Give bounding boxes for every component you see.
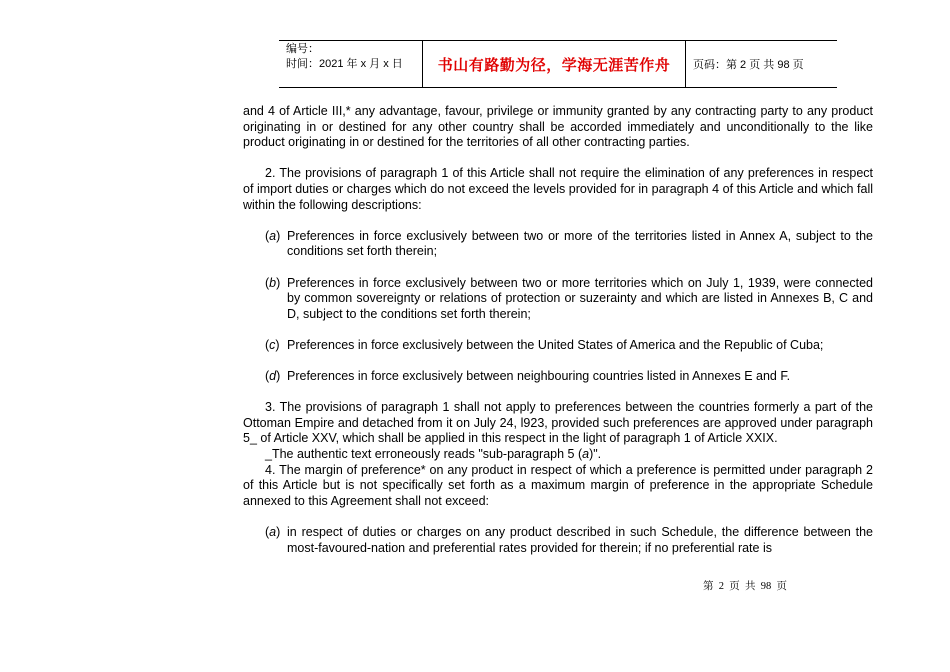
- list-item: [265, 369, 873, 385]
- time-label: 时间：2021 年 x 月 x 日: [286, 58, 403, 70]
- list-item-text: Preferences in force exclusively between neighbouring countries listed in Annexes E and F.: [287, 369, 791, 384]
- list-item-text: Preferences in force exclusively between the United States of America and the Republic of Cuba;: [287, 337, 824, 352]
- paragraph-4: 4. The margin of preference* on any product in respect of which a preference is permitted under paragraph 2 of this Article but is not specifically set forth as a maximum margin of preference in the appropriate Schedule annexed to this Agreement shall not exceed:: [243, 462, 873, 508]
- document-body: [243, 104, 873, 556]
- list-item: [265, 525, 873, 556]
- list-item: [265, 338, 873, 354]
- list-item-text: Preferences in force exclusively between two or more of the territories listed in Annex A, subject to the conditions set forth therein;: [287, 228, 873, 259]
- list-item-label: (b): [265, 275, 281, 290]
- paragraph-3: 3. The provisions of paragraph 1 shall not apply to preferences between the countries formerly a part of the Ottoman Empire and detached from it on July 24, l923, provided such preferences are approved under paragraph 5_ of Article XXV, which shall be applied in this respect in the light of paragraph 1 of Article XXIX.: [243, 400, 873, 446]
- footnote-note: _The authentic text erroneously reads "sub-paragraph 5 (a)".: [265, 447, 602, 462]
- list-item-text: Preferences in force exclusively between two or more territories which on July 1, 1939, were connected by common sovereignty or relations of protection or suzerainty and which are listed in Annexes B, C and D, subject to the conditions set forth therein;: [287, 275, 873, 321]
- list-item-label: (d): [265, 369, 281, 384]
- list-item: [265, 229, 873, 260]
- list-item-label: (c): [265, 337, 280, 352]
- list-item-label: (a): [265, 525, 281, 540]
- header-page-info: 页码：第 2 页 共 98 页: [693, 59, 804, 71]
- list-item: [265, 276, 873, 323]
- header-motto: 书山有路勤为径，学海无涯苦作舟: [422, 41, 686, 87]
- list-item-text: in respect of duties or charges on any product described in such Schedule, the difference between the most-favoured-nation and preferential rates provided for therein; if no preferential rate is: [287, 525, 873, 555]
- number-label: 编号：: [286, 43, 319, 55]
- list-item-label: (a): [265, 228, 281, 243]
- page-header: [279, 40, 837, 88]
- paragraph-2: 2. The provisions of paragraph 1 of this Article shall not require the elimination of any preferences in respect of import duties or charges which do not exceed the levels provided for in paragraph 4 of this Article and which fall within the following descriptions:: [243, 166, 873, 212]
- page-footer: 第 2 页 共 98 页: [703, 581, 787, 592]
- paragraph-continuation: and 4 of Article III,* any advantage, favour, privilege or immunity granted by any contracting party to any product originating in or destined for any other country shall be accorded immediately and unconditionally to the like product originating in or destined for the territories of all other contracting parties.: [243, 104, 873, 150]
- header-meta: [279, 41, 422, 87]
